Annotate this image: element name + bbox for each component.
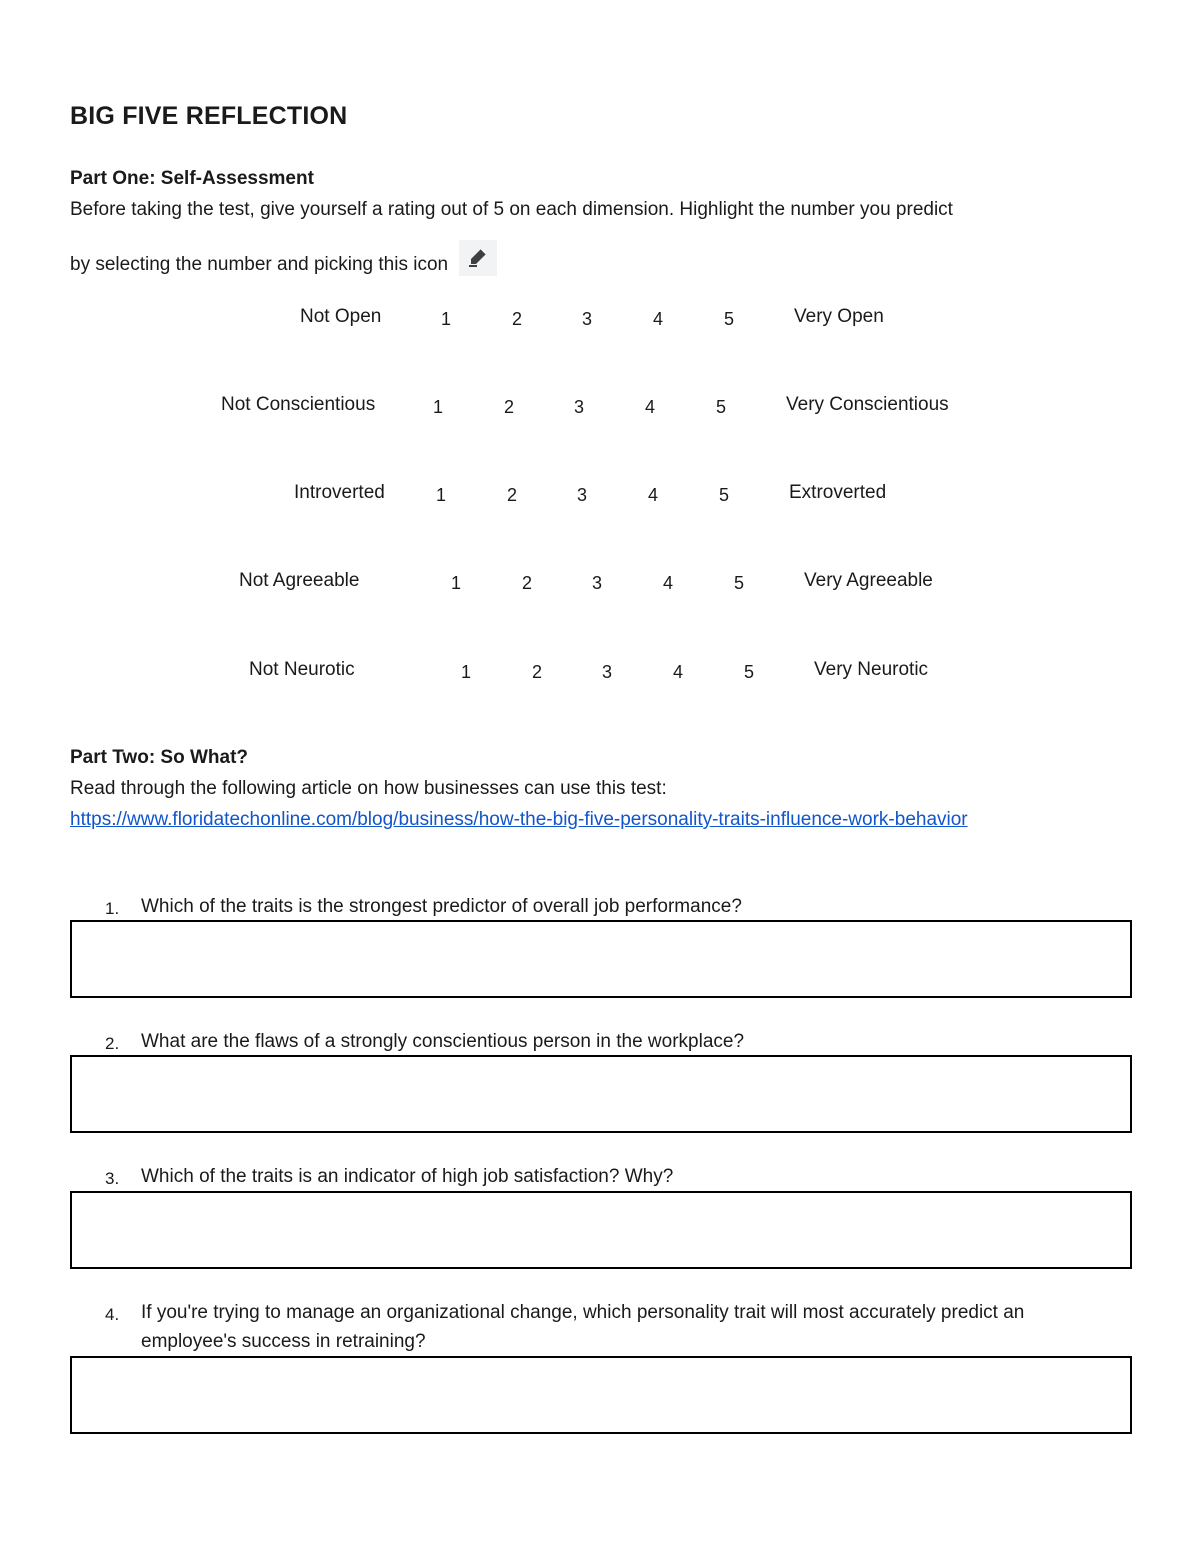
scale-number-1[interactable]: 1	[441, 309, 452, 329]
question-2	[70, 1027, 1132, 1056]
instruction-line-2	[70, 240, 1150, 276]
scale-row-neuroticism	[0, 659, 1200, 689]
scale-row-conscientiousness	[0, 394, 1200, 424]
part-two-heading: Part Two: So What?	[70, 747, 249, 768]
question-number: 2.	[105, 1034, 120, 1053]
scale-left-label: Not Conscientious	[221, 394, 376, 415]
scale-number-2[interactable]: 2	[522, 573, 533, 593]
answer-box-1[interactable]	[70, 920, 1132, 998]
scale-left-label: Not Agreeable	[239, 570, 360, 591]
scale-number-1[interactable]: 1	[433, 397, 444, 417]
document-title: BIG FIVE REFLECTION	[70, 102, 348, 130]
scale-number-2[interactable]: 2	[504, 397, 515, 417]
scale-number-3[interactable]: 3	[602, 662, 613, 682]
question-text: Which of the traits is the strongest predictor of overall job performance?	[141, 896, 742, 917]
question-number: 1.	[105, 899, 120, 918]
instruction-line-1: Before taking the test, give yourself a rating out of 5 on each dimension. Highlight the number you predict	[70, 199, 953, 220]
part-two-intro: Read through the following article on how businesses can use this test:	[70, 778, 667, 799]
article-link[interactable]: https://www.floridatechonline.com/blog/business/how-the-big-five-personality-traits-influence-work-behavior	[70, 809, 968, 830]
scale-number-4[interactable]: 4	[653, 309, 664, 329]
instruction-line-2-text: by selecting the number and picking this icon	[70, 254, 449, 275]
scale-number-5[interactable]: 5	[719, 485, 730, 505]
question-text: If you're trying to manage an organizational change, which personality trait will most accurately predict an employee's success in retraining?	[141, 1302, 1025, 1352]
scale-number-3[interactable]: 3	[577, 485, 588, 505]
scale-number-4[interactable]: 4	[673, 662, 684, 682]
scale-right-label: Very Open	[794, 306, 884, 327]
answer-box-2[interactable]	[70, 1055, 1132, 1133]
question-text: Which of the traits is an indicator of high job satisfaction? Why?	[141, 1166, 674, 1187]
scale-right-label: Very Neurotic	[814, 659, 929, 680]
scale-row-openness	[0, 306, 1200, 336]
scale-number-3[interactable]: 3	[592, 573, 603, 593]
question-number: 3.	[105, 1169, 120, 1188]
scale-left-label: Not Neurotic	[249, 659, 355, 680]
scale-number-4[interactable]: 4	[663, 573, 674, 593]
scale-number-1[interactable]: 1	[436, 485, 447, 505]
question-text: What are the flaws of a strongly conscientious person in the workplace?	[141, 1031, 745, 1052]
scale-row-agreeableness	[0, 570, 1200, 600]
scale-number-5[interactable]: 5	[734, 573, 745, 593]
scale-left-label: Introverted	[294, 482, 385, 503]
question-number: 4.	[105, 1305, 120, 1324]
scale-number-4[interactable]: 4	[648, 485, 659, 505]
question-4	[70, 1298, 1132, 1356]
scale-number-5[interactable]: 5	[716, 397, 727, 417]
scale-number-2[interactable]: 2	[512, 309, 523, 329]
part-one-heading: Part One: Self-Assessment	[70, 168, 314, 189]
scale-number-5[interactable]: 5	[724, 309, 735, 329]
scale-number-3[interactable]: 3	[582, 309, 593, 329]
scale-number-2[interactable]: 2	[532, 662, 543, 682]
answer-box-3[interactable]	[70, 1191, 1132, 1269]
question-3	[70, 1162, 1132, 1191]
scale-number-2[interactable]: 2	[507, 485, 518, 505]
scale-right-label: Very Conscientious	[786, 394, 949, 415]
scale-number-4[interactable]: 4	[645, 397, 656, 417]
scale-left-label: Not Open	[300, 306, 382, 327]
answer-box-4[interactable]	[70, 1356, 1132, 1434]
scale-number-3[interactable]: 3	[574, 397, 585, 417]
scale-number-1[interactable]: 1	[451, 573, 462, 593]
question-1	[70, 892, 1132, 921]
scale-right-label: Extroverted	[789, 482, 887, 503]
highlighter-pencil-icon	[459, 240, 497, 276]
scale-row-extraversion	[0, 482, 1200, 512]
scale-number-5[interactable]: 5	[744, 662, 755, 682]
part-one-instruction	[70, 195, 1150, 276]
scale-number-1[interactable]: 1	[461, 662, 472, 682]
scale-right-label: Very Agreeable	[804, 570, 933, 591]
